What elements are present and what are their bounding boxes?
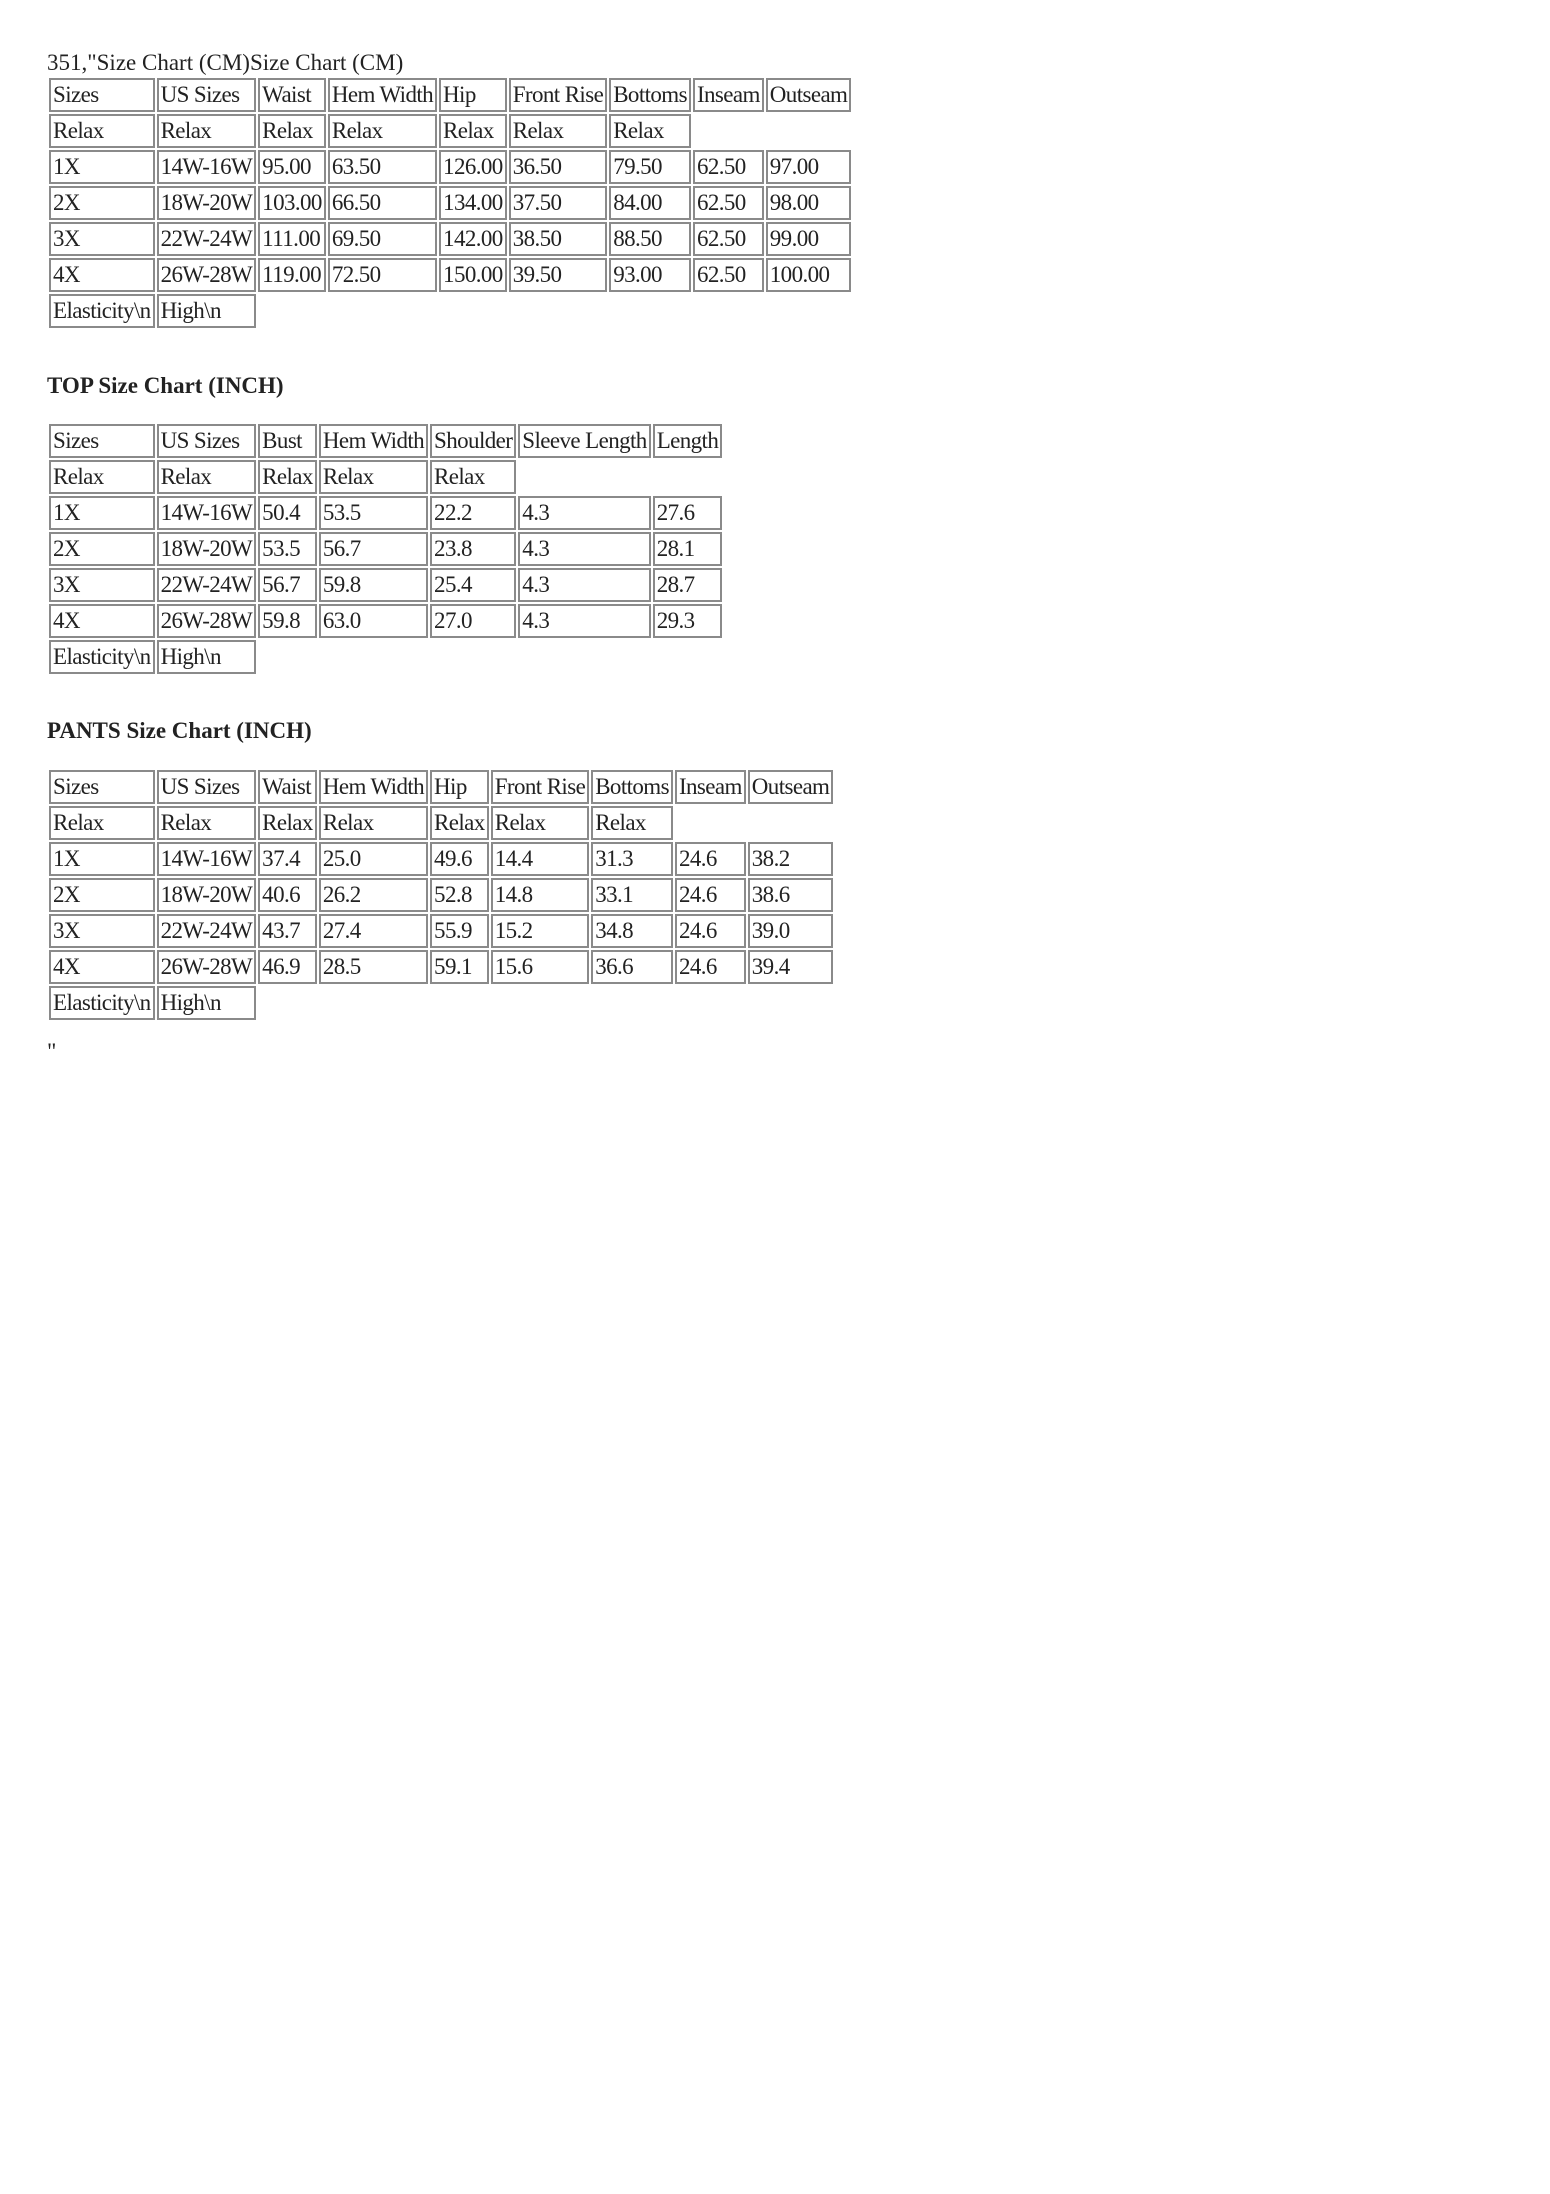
table-cell: 38.2 [748,842,834,876]
fit-cell: Relax [49,460,155,494]
table-cell: 63.0 [319,604,428,638]
table-cell: 27.0 [430,604,516,638]
table-cell: 63.50 [328,150,437,184]
table-cell: 37.4 [258,842,317,876]
table-cell: 88.50 [609,222,691,256]
table-cell: 2X [49,878,155,912]
table-cell: 97.00 [766,150,852,184]
table-cell: 93.00 [609,258,691,292]
top-chart-title: TOP Size Chart (INCH) [47,373,284,398]
table-cell: 79.50 [609,150,691,184]
fit-cell: Relax [258,806,317,840]
table-cell: 98.00 [766,186,852,220]
table-cell: 3X [49,914,155,948]
table-header-row [49,424,722,458]
table-cell: 95.00 [258,150,326,184]
header-cell: Waist [258,78,326,112]
table-cell: 26.2 [319,878,428,912]
table-cell: 24.6 [675,914,746,948]
empty-cell [258,640,722,674]
table-cell: 34.8 [591,914,673,948]
table-cell: 28.7 [653,568,723,602]
table-cell: 24.6 [675,878,746,912]
table-cell: 23.8 [430,532,516,566]
table-cell: 28.1 [653,532,723,566]
header-cell: Hip [430,770,489,804]
fit-cell: Relax [49,806,155,840]
table-row [49,842,833,876]
table-row [49,496,722,530]
fit-cell: Relax [157,114,257,148]
table-cell: 22W-24W [157,914,257,948]
table-cell: 119.00 [258,258,326,292]
header-cell: Sleeve Length [518,424,650,458]
table-cell: 4X [49,604,155,638]
header-cell: Inseam [693,78,764,112]
table-cell: 126.00 [439,150,507,184]
table-cell: 14W-16W [157,496,257,530]
header-cell: US Sizes [157,424,257,458]
table-cell: 4.3 [518,496,650,530]
table-cell: 33.1 [591,878,673,912]
closing-quote: " [47,1039,57,1064]
fit-cell: Relax [319,460,428,494]
table-cell: 52.8 [430,878,489,912]
table-cell: 4.3 [518,568,650,602]
table-cell: 22.2 [430,496,516,530]
elasticity-value: High\n [157,640,257,674]
fit-cell: Relax [509,114,607,148]
header-cell: Bottoms [591,770,673,804]
cm-size-chart [47,76,853,330]
table-cell: 39.4 [748,950,834,984]
table-cell: 134.00 [439,186,507,220]
table-cell: 46.9 [258,950,317,984]
table-cell: 28.5 [319,950,428,984]
header-cell: Front Rise [491,770,589,804]
top-size-chart [47,422,724,676]
table-row [49,222,851,256]
fit-cell: Relax [491,806,589,840]
elasticity-value: High\n [157,986,257,1020]
table-cell: 22W-24W [157,222,257,256]
table-cell: 29.3 [653,604,723,638]
header-cell: Outseam [748,770,834,804]
empty-cell [258,986,833,1020]
table-cell: 25.4 [430,568,516,602]
table-cell: 103.00 [258,186,326,220]
table-row [49,950,833,984]
header-cell: Hem Width [328,78,437,112]
table-cell: 18W-20W [157,186,257,220]
header-cell: Shoulder [430,424,516,458]
table-cell: 150.00 [439,258,507,292]
table-cell: 26W-28W [157,950,257,984]
fit-cell: Relax [157,806,257,840]
table-cell: 62.50 [693,186,764,220]
table-header-row [49,78,851,112]
header-cell: US Sizes [157,770,257,804]
header-cell: Sizes [49,78,155,112]
fit-cell: Relax [591,806,673,840]
table-cell: 24.6 [675,950,746,984]
elasticity-label: Elasticity\n [49,986,155,1020]
table-row [49,914,833,948]
table-cell: 49.6 [430,842,489,876]
table-cell: 31.3 [591,842,673,876]
header-cell: Hem Width [319,424,428,458]
document-header-line: 351,"Size Chart (CM)Size Chart (CM) [47,50,404,75]
table-cell: 1X [49,496,155,530]
fit-row [49,806,833,840]
pants-chart-title: PANTS Size Chart (INCH) [47,718,312,743]
table-cell: 3X [49,568,155,602]
elasticity-label: Elasticity\n [49,294,155,328]
elasticity-row [49,294,851,328]
table-cell: 142.00 [439,222,507,256]
table-cell: 1X [49,842,155,876]
table-cell: 59.8 [319,568,428,602]
empty-cell [518,460,722,494]
table-cell: 53.5 [319,496,428,530]
table-cell: 39.50 [509,258,607,292]
table-cell: 4X [49,258,155,292]
table-cell: 56.7 [258,568,317,602]
table-row [49,532,722,566]
pants-size-chart [47,768,835,1022]
fit-cell: Relax [319,806,428,840]
fit-cell: Relax [258,114,326,148]
fit-cell: Relax [157,460,257,494]
table-cell: 14.8 [491,878,589,912]
header-cell: Inseam [675,770,746,804]
header-cell: Hip [439,78,507,112]
table-row [49,150,851,184]
table-cell: 1X [49,150,155,184]
table-cell: 26W-28W [157,258,257,292]
table-cell: 62.50 [693,258,764,292]
fit-cell: Relax [609,114,691,148]
fit-cell: Relax [328,114,437,148]
table-cell: 55.9 [430,914,489,948]
table-cell: 4.3 [518,604,650,638]
table-row [49,258,851,292]
fit-cell: Relax [49,114,155,148]
header-cell: Bottoms [609,78,691,112]
table-cell: 14.4 [491,842,589,876]
table-cell: 56.7 [319,532,428,566]
table-cell: 100.00 [766,258,852,292]
table-cell: 40.6 [258,878,317,912]
table-cell: 59.8 [258,604,317,638]
elasticity-value: High\n [157,294,257,328]
table-cell: 25.0 [319,842,428,876]
header-cell: Bust [258,424,317,458]
table-cell: 27.4 [319,914,428,948]
table-cell: 2X [49,532,155,566]
table-cell: 36.50 [509,150,607,184]
table-cell: 14W-16W [157,842,257,876]
cm-size-table [47,76,853,330]
table-cell: 66.50 [328,186,437,220]
table-cell: 53.5 [258,532,317,566]
table-cell: 26W-28W [157,604,257,638]
table-cell: 3X [49,222,155,256]
header-cell: Waist [258,770,317,804]
header-cell: Sizes [49,770,155,804]
table-row [49,186,851,220]
fit-cell: Relax [258,460,317,494]
table-cell: 99.00 [766,222,852,256]
fit-row [49,114,851,148]
table-cell: 72.50 [328,258,437,292]
elasticity-row [49,640,722,674]
table-row [49,568,722,602]
header-cell: Hem Width [319,770,428,804]
table-cell: 38.50 [509,222,607,256]
fit-cell: Relax [430,460,516,494]
empty-cell [693,114,851,148]
table-cell: 37.50 [509,186,607,220]
header-cell: US Sizes [157,78,257,112]
table-cell: 84.00 [609,186,691,220]
header-cell: Front Rise [509,78,607,112]
table-cell: 62.50 [693,222,764,256]
table-cell: 39.0 [748,914,834,948]
table-cell: 4X [49,950,155,984]
empty-cell [675,806,833,840]
table-cell: 18W-20W [157,532,257,566]
table-cell: 59.1 [430,950,489,984]
table-cell: 15.2 [491,914,589,948]
table-cell: 2X [49,186,155,220]
table-cell: 62.50 [693,150,764,184]
table-cell: 50.4 [258,496,317,530]
elasticity-row [49,986,833,1020]
table-cell: 27.6 [653,496,723,530]
table-cell: 4.3 [518,532,650,566]
empty-cell [258,294,851,328]
fit-row [49,460,722,494]
pants-size-table [47,768,835,1022]
top-size-table [47,422,724,676]
header-cell: Length [653,424,723,458]
table-header-row [49,770,833,804]
header-cell: Sizes [49,424,155,458]
table-cell: 14W-16W [157,150,257,184]
fit-cell: Relax [439,114,507,148]
table-cell: 18W-20W [157,878,257,912]
header-cell: Outseam [766,78,852,112]
table-cell: 15.6 [491,950,589,984]
table-cell: 38.6 [748,878,834,912]
table-cell: 22W-24W [157,568,257,602]
table-cell: 43.7 [258,914,317,948]
table-row [49,604,722,638]
table-cell: 36.6 [591,950,673,984]
table-cell: 111.00 [258,222,326,256]
table-cell: 69.50 [328,222,437,256]
fit-cell: Relax [430,806,489,840]
table-row [49,878,833,912]
table-cell: 24.6 [675,842,746,876]
elasticity-label: Elasticity\n [49,640,155,674]
